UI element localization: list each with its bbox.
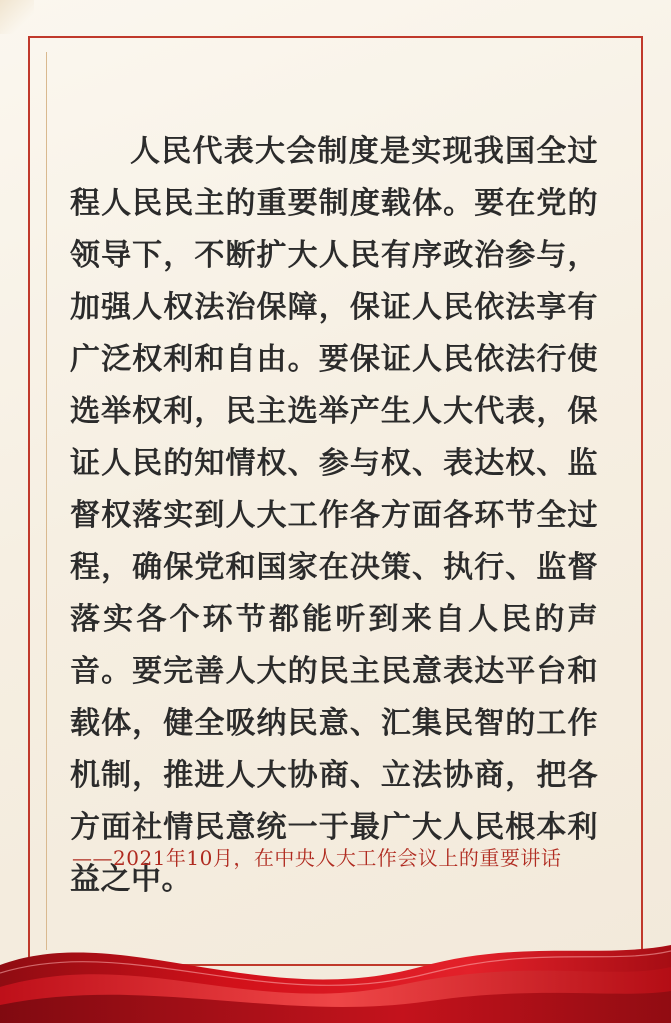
quote-attribution: ——2021年10月，在中央人大工作会议上的重要讲话	[72, 846, 562, 870]
quote-block	[70, 96, 598, 936]
quote-text: 人民代表大会制度是实现我国全过程人民民主的重要制度载体。要在党的领导下，不断扩大人民有序政治参与，加强人权法治保障，保证人民依法享有广泛权利和自由。要保证人民依法行使选举权利，民主选举产生人大代表，保证人民的知情权、参与权、表达权、监督权落实到人大工作各方面各环节全过程，确保党和国家在决策、执行、监督落实各个环节都能听到来自人民的声音。要完善人大的民主民意表达平台和载体，健全吸纳民意、汇集民智的工作机制，推进人大协商、立法协商，把各方面社情民意统一于最广大人民根本利益之中。	[70, 134, 598, 897]
corner-decoration	[0, 0, 34, 34]
